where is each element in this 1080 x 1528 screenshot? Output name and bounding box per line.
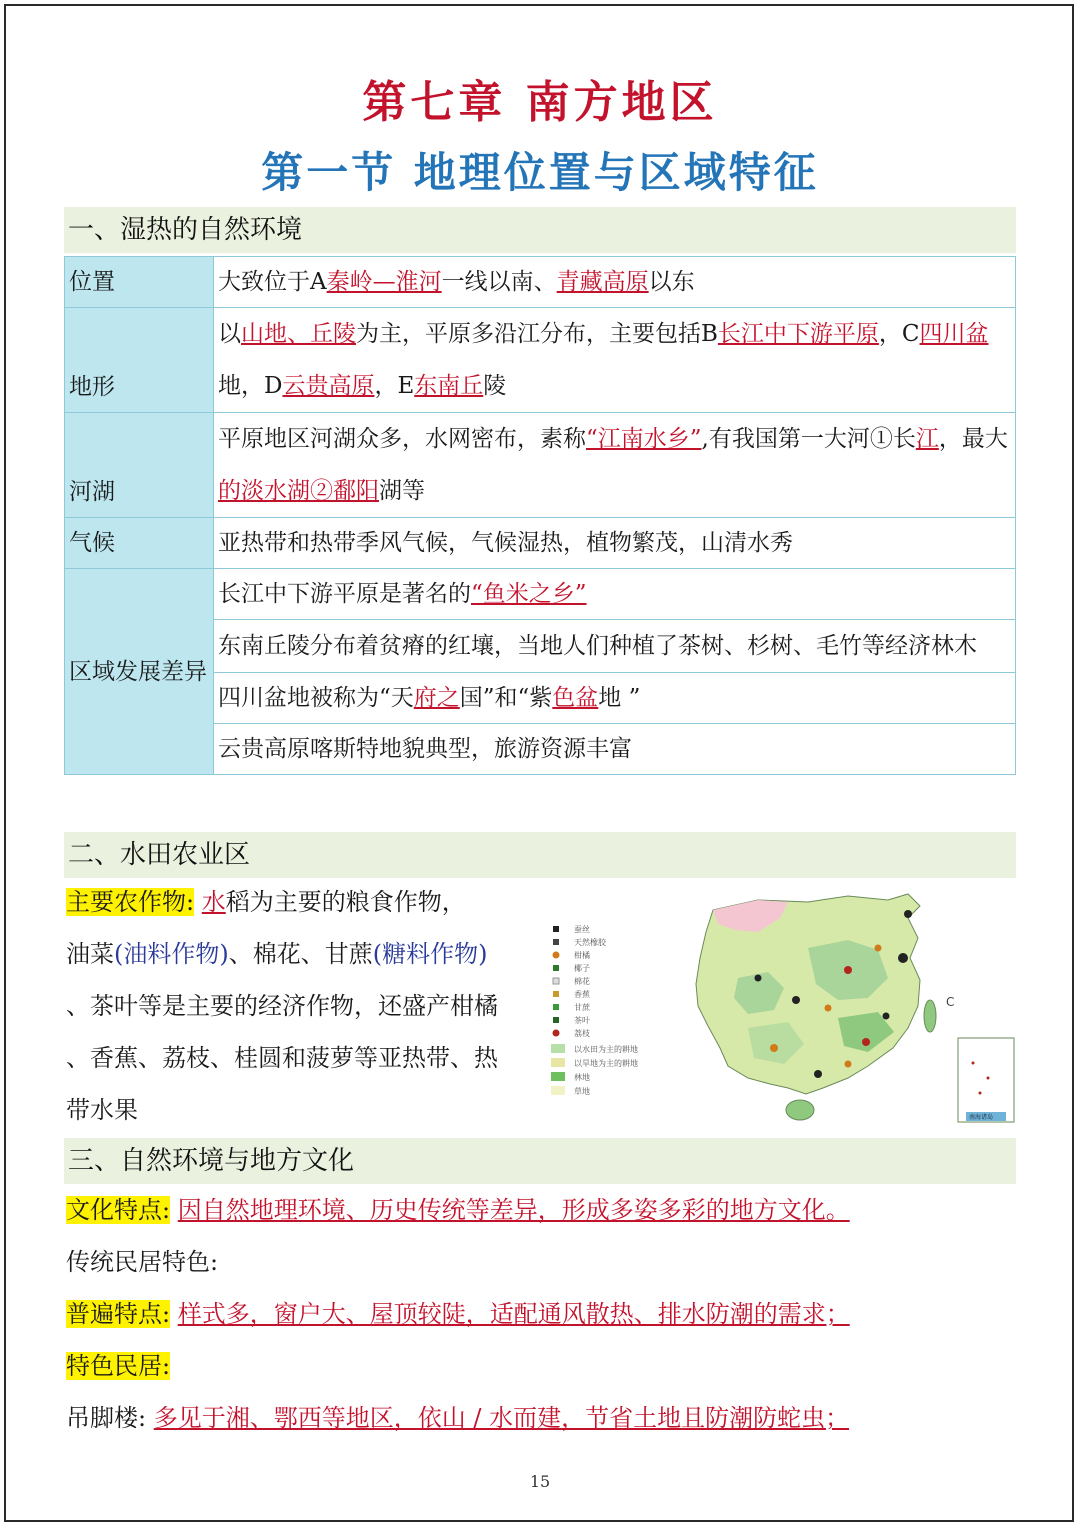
answer-text: 东南丘: [414, 373, 484, 399]
legend-swatch: [553, 926, 559, 932]
legend-label: 以水田为主的耕地: [574, 1045, 638, 1054]
row-label-rivers: [65, 413, 214, 518]
text: 以东: [648, 269, 695, 295]
answer-text: 四川盆: [919, 321, 989, 347]
text: 一线以南、: [441, 269, 557, 295]
crop-marker: [814, 1070, 822, 1078]
row-content-terrain: [214, 308, 1016, 413]
text: 、棉花、甘蔗: [228, 940, 373, 968]
crops-line-4: 、香蕉、荔枝、桂圆和菠萝等亚热带、热: [66, 1044, 498, 1072]
text: 油菜: [66, 940, 114, 968]
answer-text: 秦岭—淮河: [326, 269, 442, 295]
answer-text: 色盆: [552, 685, 599, 711]
table-row-terrain: [65, 308, 1016, 413]
answer-text: 样式多，窗户大、屋顶较陡，适配通风散热、排水防潮的需求；: [177, 1300, 850, 1328]
environment-table: [64, 256, 1016, 775]
answer-text: 江: [915, 426, 939, 452]
row-content-development-4: 云贵高原喀斯特地貌典型，旅游资源丰富: [214, 724, 1016, 775]
crop-marker: [844, 966, 852, 974]
legend-swatch: [551, 1086, 565, 1095]
legend-swatch: [553, 1030, 560, 1037]
legend-swatch: [553, 1004, 559, 1010]
crop-marker: [825, 1005, 832, 1012]
inset-label: 南海诸岛: [969, 1114, 994, 1121]
page-number: 15: [529, 1472, 551, 1491]
crop-marker: [845, 1061, 852, 1068]
row-label-location: 位置: [65, 257, 214, 308]
common-features-line: [66, 1288, 1016, 1340]
text: 长江中下游平原是著名的: [218, 581, 471, 607]
legend-label: 蚕丝: [574, 925, 590, 934]
dwellings-line: 传统民居特色:: [66, 1248, 219, 1276]
legend-swatch: [551, 1058, 565, 1067]
culture-block: [66, 1184, 1016, 1444]
map-inset-south-china-sea: [958, 1038, 1014, 1122]
crops-line-5: 带水果: [66, 1096, 138, 1124]
crop-marker: [862, 1038, 870, 1046]
legend-label: 以旱地为主的耕地: [574, 1059, 638, 1068]
section-title: 第一节 地理位置与区域特征: [261, 148, 819, 197]
row-content-development-3: [214, 673, 1016, 724]
legend-swatch: [553, 952, 560, 959]
answer-text: 云贵高原: [282, 373, 375, 399]
note-text: (油料作物): [114, 940, 229, 968]
text: 地 ”: [598, 685, 641, 711]
legend-label: 荔枝: [574, 1029, 590, 1038]
legend-swatch: [553, 1017, 559, 1023]
legend-swatch: [551, 1044, 565, 1053]
text: 四川盆地被称为“天: [218, 685, 414, 711]
crops-line-3: 、茶叶等是主要的经济作物，还盛产柑橘: [66, 992, 498, 1020]
chapter-title: 第七章 南方地区: [362, 77, 718, 128]
text: 湖等: [379, 478, 425, 504]
text: ，E: [374, 373, 415, 399]
row-label-terrain: [65, 308, 214, 413]
highlight-label: 特色民居:: [66, 1352, 171, 1380]
row-label-development: 区域发展差异: [65, 569, 214, 775]
crop-marker: [898, 953, 908, 963]
map-letter-c: C: [946, 995, 955, 1009]
text: 陵: [483, 373, 507, 399]
culture-line: [66, 1184, 1016, 1236]
table-row-rivers: [65, 413, 1016, 518]
taiwan-island: [924, 1000, 936, 1032]
highlight-label: 主要农作物:: [66, 888, 195, 916]
crop-marker: [770, 1044, 778, 1052]
label-text: 地形: [69, 374, 115, 400]
legend-label: 天然橡胶: [574, 938, 606, 947]
table-row-development-1: [65, 569, 1016, 620]
legend-label: 香蕉: [574, 990, 590, 999]
text: 平原地区河湖众多，水网密布，素称: [218, 426, 586, 452]
table-row-climate: [65, 518, 1016, 569]
answer-text: 多见于湘、鄂西等地区，依山 / 水而建，节省土地且防潮防蛇虫；: [153, 1404, 850, 1432]
legend-swatch: [553, 991, 559, 997]
text: 为主，平原多沿江分布，主要包括B: [356, 321, 718, 347]
row-content-development-2: 东南丘陵分布着贫瘠的红壤，当地人们种植了茶树、杉树、毛竹等经济林木: [214, 620, 1016, 673]
legend-label: 甘蔗: [574, 1003, 590, 1012]
text: ，C: [878, 321, 920, 347]
answer-text: “鱼米之乡”: [471, 581, 587, 607]
legend-swatch: [553, 965, 559, 971]
text: 大致位于A: [218, 269, 327, 295]
legend-label: 棉花: [574, 977, 590, 986]
special-dwellings-line: [66, 1340, 1016, 1392]
text: 稻为主要的粮食作物，: [225, 888, 466, 916]
crop-marker: [883, 1013, 890, 1020]
row-content-climate: 亚热带和热带季风气候，气候湿热，植物繁茂，山清水秀: [214, 518, 1016, 569]
highlight-label: 文化特点:: [66, 1196, 171, 1224]
crop-marker: [755, 975, 762, 982]
south-china-agriculture-map: [548, 888, 1018, 1128]
legend-label: 茶叶: [574, 1016, 590, 1025]
text: 地，D: [218, 373, 283, 399]
text: 以: [218, 321, 241, 347]
legend-label: 椰子: [574, 964, 590, 973]
crop-marker: [792, 996, 800, 1004]
answer-text: 长江中下游平原: [717, 321, 879, 347]
answer-text: 山地、丘陵: [241, 321, 356, 347]
answer-text: 水: [201, 888, 226, 916]
diaojiao-line: [66, 1392, 1016, 1444]
row-label-climate: 气候: [65, 518, 214, 569]
crops-line-1: [66, 876, 536, 928]
answer-text: 因自然地理环境、历史传统等差异，形成多姿多彩的地方文化。: [177, 1196, 850, 1224]
text: ,有我国第一大河①长: [701, 426, 916, 452]
row-content-rivers: [214, 413, 1016, 518]
answer-text: 的淡水湖②鄱阳: [218, 478, 379, 504]
row-content-location: [214, 257, 1016, 308]
section-heading-1: 一、湿热的自然环境: [64, 207, 1016, 253]
crop-marker: [875, 945, 882, 952]
section-heading-2: 二、水田农业区: [64, 832, 1016, 878]
hainan-island: [786, 1100, 814, 1120]
crops-line-2: [66, 928, 536, 980]
answer-text: 府之: [413, 685, 460, 711]
legend-swatch: [553, 978, 559, 984]
answer-text: “江南水乡”: [586, 426, 702, 452]
crops-paragraph: [66, 876, 536, 1136]
legend-label: 草地: [574, 1087, 590, 1096]
legend-swatch: [551, 1072, 565, 1081]
map-legend: [551, 924, 638, 1096]
answer-text: 青藏高原: [556, 269, 649, 295]
legend-swatch: [553, 939, 559, 945]
table-row-location: [65, 257, 1016, 308]
label-text: 河湖: [69, 479, 115, 505]
text: 国”和“紫: [459, 685, 553, 711]
note-text: (糖料作物): [372, 940, 488, 968]
text: ，最大: [938, 426, 1008, 452]
text: 吊脚楼:: [66, 1404, 147, 1432]
section-heading-3: 三、自然环境与地方文化: [64, 1138, 1016, 1184]
legend-label: 林地: [574, 1073, 590, 1082]
legend-label: 柑橘: [574, 951, 590, 960]
row-content-development-1: [214, 569, 1016, 620]
crop-marker: [904, 910, 912, 918]
highlight-label: 普遍特点:: [66, 1300, 171, 1328]
